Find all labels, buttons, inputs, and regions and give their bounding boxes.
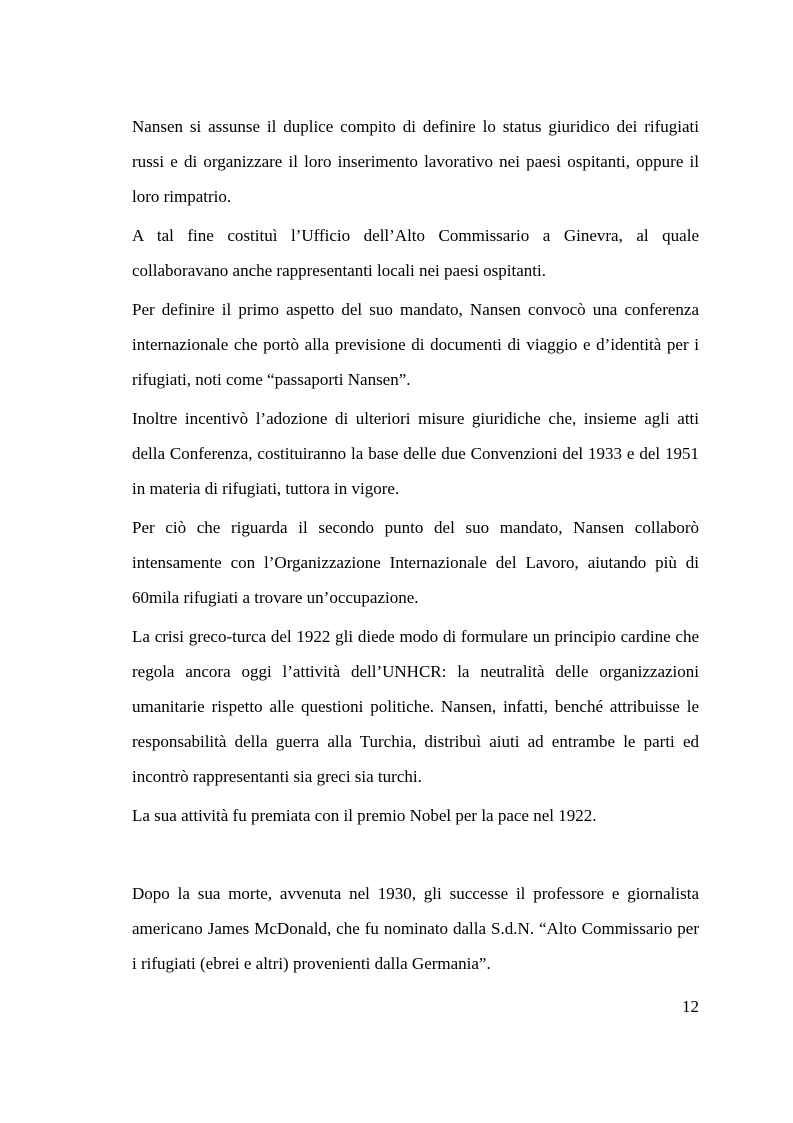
document-body bbox=[132, 109, 699, 981]
paragraph-ilo-collaboration: Per ciò che riguarda il secondo punto del suo mandato, Nansen collaborò intensamente con l’Organizzazione Internazionale del Lavoro, aiutando più di 60mila rifugiati a trovare un’occupazione. bbox=[132, 518, 699, 607]
paragraph-nobel-prize: La sua attività fu premiata con il premio Nobel per la pace nel 1922. bbox=[132, 806, 597, 825]
paragraph-greco-turkish-crisis: La crisi greco-turca del 1922 gli diede modo di formulare un principio cardine che regola ancora oggi l’attività dell’UNHCR: la neutralità delle organizzazioni umanitarie rispetto alle questioni politiche. Nansen, infatti, benché attribuisse le responsabilità della guerra alla Turchia, distribuì aiuti ad entrambe le parti ed incontrò rappresentanti sia greci sia turchi. bbox=[132, 627, 699, 786]
page-number: 12 bbox=[682, 997, 699, 1016]
paragraph-mcdonald-successor: Dopo la sua morte, avvenuta nel 1930, gli successe il professore e giornalista americano James McDonald, che fu nominato dalla S.d.N. “Alto Commissario per i rifugiati (ebrei e altri) provenienti dalla Germania”. bbox=[132, 884, 699, 973]
paragraph-nansen-duties: Nansen si assunse il duplice compito di definire lo status giuridico dei rifugiati russi e di organizzare il loro inserimento lavorativo nei paesi ospitanti, oppure il loro rimpatrio. bbox=[132, 117, 699, 206]
paragraph-conventions: Inoltre incentivò l’adozione di ulteriori misure giuridiche che, insieme agli atti della Conferenza, costituiranno la base delle due Convenzioni del 1933 e del 1951 in materia di rifugiati, tuttora in vigore. bbox=[132, 409, 699, 498]
paragraph-nansen-passports: Per definire il primo aspetto del suo mandato, Nansen convocò una conferenza internazionale che portò alla previsione di documenti di viaggio e d’identità per i rifugiati, noti come “passaporti Nansen”. bbox=[132, 300, 699, 389]
paragraph-geneva-office: A tal fine costituì l’Ufficio dell’Alto Commissario a Ginevra, al quale collaboravano anche rappresentanti locali nei paesi ospitanti. bbox=[132, 226, 699, 280]
